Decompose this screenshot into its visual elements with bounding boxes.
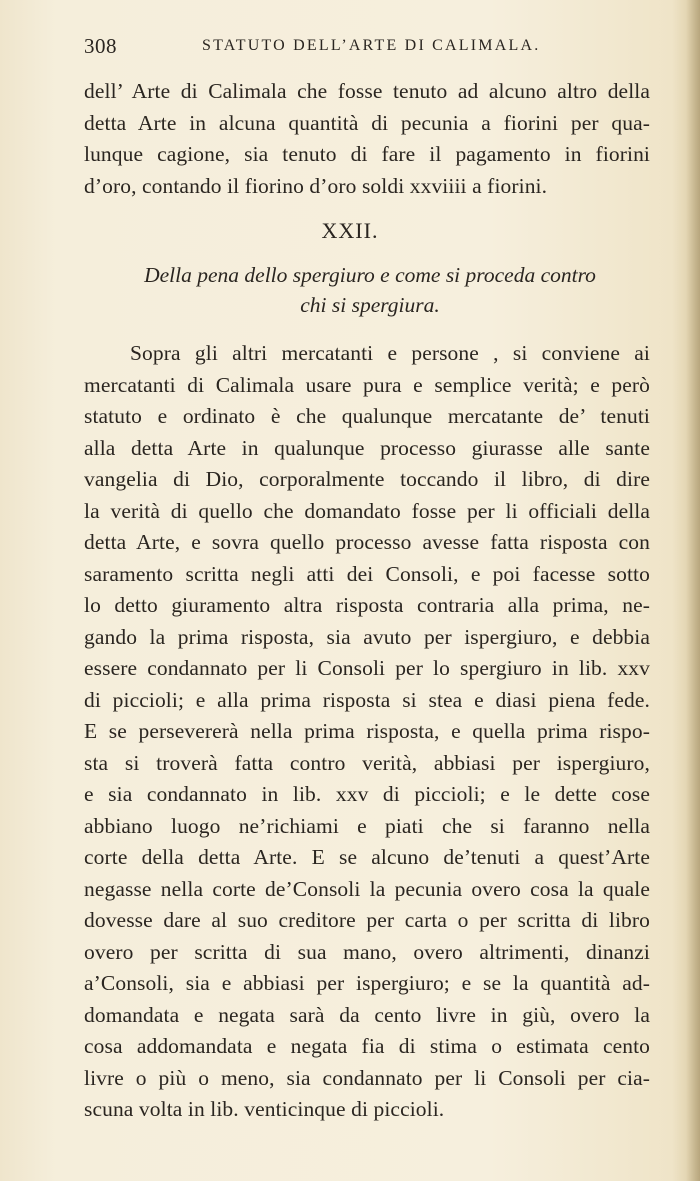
page-number: 308 bbox=[84, 34, 117, 58]
running-head-title: STATUTO DELL’ARTE DI CALIMALA. bbox=[202, 37, 541, 54]
text-line: alla detta Arte in qualunque processo giurasse alle sante bbox=[84, 435, 650, 460]
chapter-title-line: chi si spergiura. bbox=[300, 293, 440, 317]
text-line: E se persevererà nella prima risposta, e quella prima rispo- bbox=[84, 719, 650, 743]
running-head bbox=[84, 34, 650, 64]
chapter-number: XXII. bbox=[321, 218, 379, 243]
text-line: statuto e ordinato è che qualunque mercatante de’ tenuti bbox=[84, 404, 650, 428]
text-line: cosa addomandata e negata fia di stima o estimata cento bbox=[84, 1034, 650, 1058]
chapter-title-line: Della pena dello spergiuro e come si proceda contro bbox=[144, 263, 596, 287]
text-line: abbiano luogo ne’richiami e piati che si faranno nella bbox=[84, 813, 650, 838]
text-line: overo per scritta di sua mano, overo altrimenti, dinanzi bbox=[84, 939, 650, 964]
text-line: di piccioli; e alla prima risposta si stea e diasi piena fede. bbox=[84, 687, 650, 712]
text-line: la verità di quello che domandato fosse per li officiali della bbox=[84, 498, 650, 523]
text-line: d’oro, contando il fiorino d’oro soldi xxviiii a fiorini. bbox=[84, 173, 548, 198]
text-line: saramento scritta negli atti dei Consoli, e poi facesse sotto bbox=[84, 561, 650, 586]
text-line: scuna volta in lib. venticinque di piccioli. bbox=[84, 1097, 445, 1121]
text-line: corte della detta Arte. E se alcuno de’tenuti a quest’Arte bbox=[84, 845, 650, 869]
text-line: domandata e negata sarà da cento livre in giù, overo la bbox=[84, 1002, 650, 1027]
text-line: Sopra gli altri mercatanti e persone , si conviene ai bbox=[130, 341, 650, 365]
text-line: gando la prima risposta, sia avuto per ispergiuro, e debbia bbox=[84, 624, 650, 649]
text-line: negasse nella corte de’Consoli la pecunia overo cosa la quale bbox=[84, 876, 650, 901]
text-line: lunque cagione, sia tenuto di fare il pagamento in fiorini bbox=[84, 142, 650, 166]
chapter-title bbox=[120, 260, 620, 320]
text-line: lo detto giuramento altra risposta contraria alla prima, ne- bbox=[84, 593, 650, 617]
page-edge-shadow bbox=[686, 0, 700, 1181]
text-line: a’Consoli, sia e abbiasi per ispergiuro; e se la quantità ad- bbox=[84, 971, 650, 995]
text-line: essere condannato per li Consoli per lo spergiuro in lib. xxv bbox=[84, 656, 650, 680]
top-paragraph bbox=[84, 76, 650, 202]
text-line: dell’ Arte di Calimala che fosse tenuto ad alcuno altro della bbox=[84, 79, 650, 103]
text-line: detta Arte, e sovra quello processo avesse fatta risposta con bbox=[84, 530, 650, 554]
text-line: vangelia di Dio, corporalmente toccando il libro, di dire bbox=[84, 467, 650, 491]
text-line: livre o più o meno, sia condannato per li Consoli per cia- bbox=[84, 1065, 650, 1090]
main-paragraph bbox=[84, 338, 650, 1126]
text-line: dovesse dare al suo creditore per carta o per scritta di libro bbox=[84, 908, 650, 932]
text-line: detta Arte in alcuna quantità di pecunia a fiorini per qua- bbox=[84, 110, 650, 135]
text-line: mercatanti di Calimala usare pura e semplice verità; e però bbox=[84, 372, 650, 397]
text-line: sta si troverà fatta contro verità, abbiasi per ispergiuro, bbox=[84, 750, 650, 775]
text-line: e sia condannato in lib. xxv di piccioli; e le dette cose bbox=[84, 782, 650, 806]
